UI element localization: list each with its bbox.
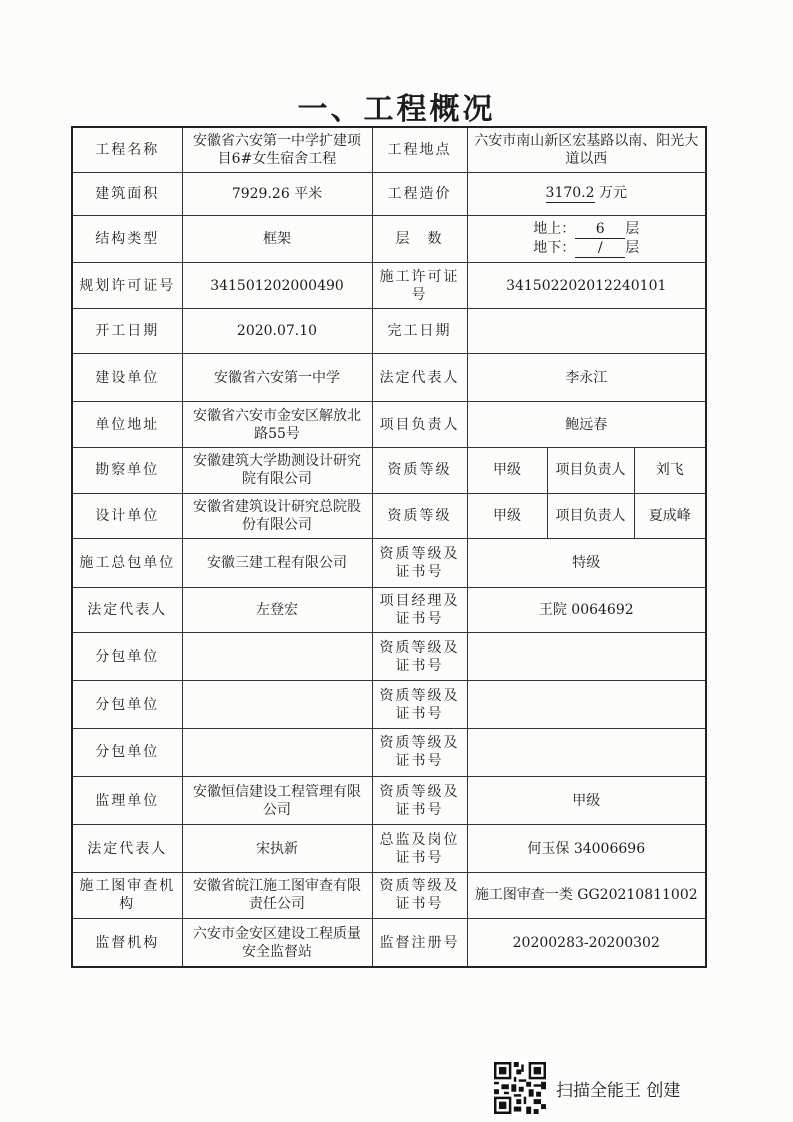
scanner-watermark [494, 1060, 680, 1116]
project-overview-table [71, 126, 707, 968]
label-project-leader: 项目负责人 [372, 402, 467, 447]
label-unit-address: 单位地址 [72, 402, 182, 447]
value-subcontractor-1 [182, 633, 372, 681]
label-subcontractor-3-grade: 资质等级及证书号 [372, 728, 467, 776]
value-legal-rep: 李永江 [467, 354, 706, 402]
value-start-date: 2020.07.10 [182, 308, 372, 353]
value-supervision-agency: 六安市金安区建设工程质量安全监督站 [182, 919, 372, 967]
label-project-cost: 工程造价 [372, 172, 467, 215]
page-title: 一、工程概况 [297, 92, 496, 127]
value-project-cost [467, 172, 706, 215]
label-project-name: 工程名称 [72, 127, 182, 172]
label-building-area: 建筑面积 [72, 172, 182, 215]
value-subcontractor-3 [182, 728, 372, 776]
label-project-location: 工程地点 [372, 127, 467, 172]
value-registration-no: 20200283-20200302 [467, 919, 706, 967]
table-row [72, 539, 706, 587]
floors-above: 地上： 6 层 [533, 221, 640, 238]
label-supervision-legal-rep: 法定代表人 [72, 825, 182, 872]
value-planning-permit: 341501202000490 [182, 263, 372, 308]
label-survey-grade: 资质等级 [372, 447, 467, 493]
label-construction-permit: 施工许可证号 [372, 263, 467, 308]
value-design-grade: 甲级 [467, 494, 547, 539]
table-row [72, 308, 706, 353]
table-row [72, 777, 706, 825]
label-completion-date: 完工日期 [372, 308, 467, 353]
value-project-manager: 王院 0064692 [467, 587, 706, 632]
label-drawing-review: 施工图审查机构 [72, 872, 182, 918]
label-supervision-agency: 监督机构 [72, 919, 182, 967]
cost-unit: 万元 [598, 185, 627, 202]
label-planning-permit: 规划许可证号 [72, 263, 182, 308]
value-project-leader: 鲍远春 [467, 402, 706, 447]
label-subcontractor-2: 分包单位 [72, 681, 182, 728]
label-design-unit: 设计单位 [72, 494, 182, 539]
table-row [72, 587, 706, 632]
table-row [72, 127, 706, 172]
value-survey-grade: 甲级 [467, 447, 547, 493]
label-subcontractor-2-grade: 资质等级及证书号 [372, 681, 467, 728]
table-row [72, 681, 706, 728]
value-supervision-legal-rep: 宋执新 [182, 825, 372, 872]
value-owner-unit: 安徽省六安第一中学 [182, 354, 372, 402]
watermark-text: 扫描全能王 创建 [556, 1080, 681, 1101]
value-completion-date [467, 308, 706, 353]
value-supervision-unit: 安徽恒信建设工程管理有限公司 [182, 777, 372, 825]
cost-number: 3170.2 [545, 185, 595, 202]
table-row [72, 728, 706, 776]
value-subcontractor-1-grade [467, 633, 706, 681]
table-row [72, 354, 706, 402]
value-chief-supervisor: 何玉保 34006696 [467, 825, 706, 872]
label-general-contractor: 施工总包单位 [72, 539, 182, 587]
label-start-date: 开工日期 [72, 308, 182, 353]
value-design-leader: 夏成峰 [634, 494, 706, 539]
value-drawing-review: 安徽省皖江施工图审查有限责任公司 [182, 872, 372, 918]
value-floors [467, 216, 706, 263]
value-subcontractor-3-grade [467, 728, 706, 776]
label-contractor-legal-rep: 法定代表人 [72, 587, 182, 632]
value-structure-type: 框架 [182, 216, 372, 263]
value-survey-unit: 安徽建筑大学勘测设计研究院有限公司 [182, 447, 372, 493]
table-row [72, 919, 706, 967]
table-row [72, 494, 706, 539]
label-subcontractor-1: 分包单位 [72, 633, 182, 681]
table-row [72, 263, 706, 308]
label-floors: 层 数 [372, 216, 467, 263]
table-row [72, 825, 706, 872]
table-row [72, 402, 706, 447]
table-row [72, 216, 706, 263]
label-structure-type: 结构类型 [72, 216, 182, 263]
value-construction-permit: 341502202012240101 [467, 263, 706, 308]
label-subcontractor-3: 分包单位 [72, 728, 182, 776]
label-contractor-grade: 资质等级及证书号 [372, 539, 467, 587]
label-project-manager: 项目经理及证书号 [372, 587, 467, 632]
label-design-grade: 资质等级 [372, 494, 467, 539]
value-project-name: 安徽省六安第一中学扩建项目6#女生宿舍工程 [182, 127, 372, 172]
label-subcontractor-1-grade: 资质等级及证书号 [372, 633, 467, 681]
label-owner-unit: 建设单位 [72, 354, 182, 402]
value-supervision-grade: 甲级 [467, 777, 706, 825]
table-row [72, 633, 706, 681]
label-design-leader: 项目负责人 [547, 494, 634, 539]
label-supervision-grade: 资质等级及证书号 [372, 777, 467, 825]
value-contractor-legal-rep: 左登宏 [182, 587, 372, 632]
table-row [72, 447, 706, 493]
value-subcontractor-2-grade [467, 681, 706, 728]
value-contractor-grade: 特级 [467, 539, 706, 587]
value-general-contractor: 安徽三建工程有限公司 [182, 539, 372, 587]
label-chief-supervisor: 总监及岗位证书号 [372, 825, 467, 872]
value-survey-leader: 刘飞 [634, 447, 706, 493]
table-row [72, 172, 706, 215]
table-row [72, 872, 706, 918]
label-survey-leader: 项目负责人 [547, 447, 634, 493]
value-subcontractor-2 [182, 681, 372, 728]
value-unit-address: 安徽省六安市金安区解放北路55号 [182, 402, 372, 447]
qr-code-icon [494, 1062, 546, 1114]
value-project-location: 六安市南山新区宏基路以南、阳光大道以西 [467, 127, 706, 172]
value-design-unit: 安徽省建筑设计研究总院股份有限公司 [182, 494, 372, 539]
value-building-area: 7929.26 平米 [182, 172, 372, 215]
label-registration-no: 监督注册号 [372, 919, 467, 967]
floors-below: 地下： / 层 [533, 240, 640, 257]
label-legal-rep: 法定代表人 [372, 354, 467, 402]
value-review-grade: 施工图审查一类 GG20210811002 [467, 872, 706, 918]
label-survey-unit: 勘察单位 [72, 447, 182, 493]
label-review-grade: 资质等级及证书号 [372, 872, 467, 918]
label-supervision-unit: 监理单位 [72, 777, 182, 825]
